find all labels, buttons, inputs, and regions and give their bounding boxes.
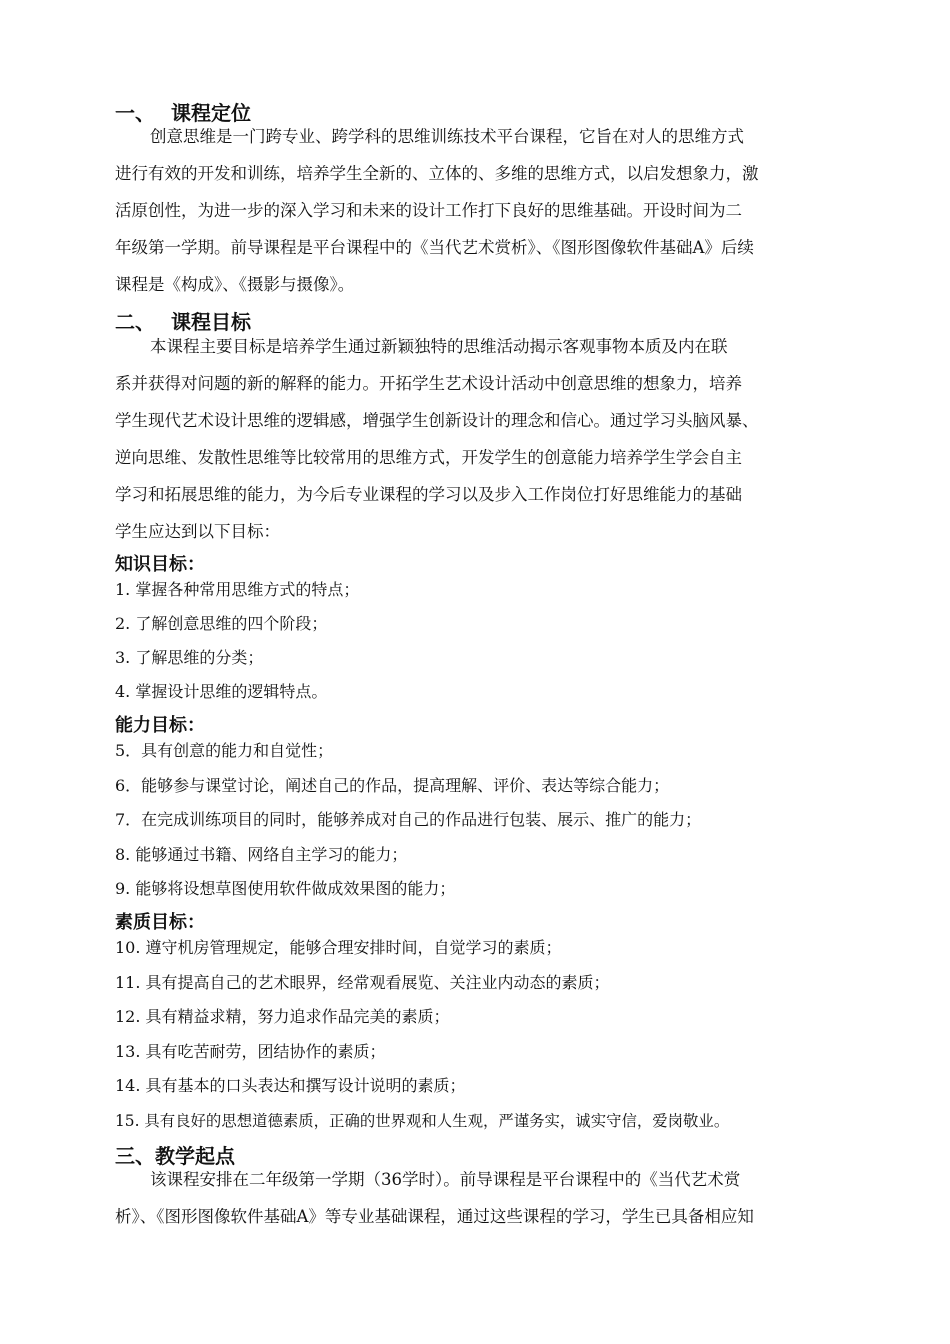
section-title: 课程目标 <box>171 310 251 334</box>
paragraph-line: 系并获得对问题的新的解释的能力。开拓学生艺术设计活动中创意思维的想象力，培养 <box>115 374 742 393</box>
paragraph-line: 年级第一学期。前导课程是平台课程中的《当代艺术赏析》、《图形图像软件基础A》后续 <box>115 238 754 257</box>
section-heading-course-positioning <box>115 99 251 127</box>
list-item: 3. 了解思维的分类； <box>115 648 264 667</box>
list-item: 7．在完成训练项目的同时，能够养成对自己的作品进行包装、展示、推广的能力； <box>115 810 702 829</box>
section-heading-teaching-starting-point: 三、教学起点 <box>115 1144 235 1168</box>
list-item: 4. 掌握设计思维的逻辑特点。 <box>115 682 328 701</box>
list-item: 8. 能够通过书籍、网络自主学习的能力； <box>115 845 408 864</box>
section-title: 课程定位 <box>171 101 251 125</box>
paragraph-line: 逆向思维、发散性思维等比较常用的思维方式，开发学生的创意能力培养学生学会自主 <box>115 448 742 467</box>
ability-objectives-heading: 能力目标： <box>115 715 205 736</box>
list-item: 2. 了解创意思维的四个阶段； <box>115 614 328 633</box>
paragraph-line: 学生现代艺术设计思维的逻辑感，增强学生创新设计的理念和信心。通过学习头脑风暴、 <box>115 411 759 430</box>
paragraph-line: 课程是《构成》、《摄影与摄像》。 <box>115 275 355 294</box>
list-item: 11. 具有提高自己的艺术眼界，经常观看展览、关注业内动态的素质； <box>115 973 610 992</box>
section-number: 一、 <box>115 101 155 125</box>
list-item: 5．具有创意的能力和自觉性； <box>115 741 334 760</box>
knowledge-objectives-heading: 知识目标： <box>115 554 205 575</box>
paragraph-line: 本课程主要目标是培养学生通过新颖独特的思维活动揭示客观事物本质及内在联 <box>150 337 728 356</box>
list-item: 13. 具有吃苦耐劳，团结协作的素质； <box>115 1042 386 1061</box>
list-item: 1. 掌握各种常用思维方式的特点； <box>115 580 360 599</box>
list-item: 15. 具有良好的思想道德素质，正确的世界观和人生观，严谨务实，诚实守信，爱岗敬业。 <box>115 1112 730 1130</box>
list-item: 14. 具有基本的口头表达和撰写设计说明的素质； <box>115 1076 466 1095</box>
quality-objectives-heading: 素质目标： <box>115 912 205 933</box>
paragraph-line: 该课程安排在二年级第一学期（36学时）。前导课程是平台课程中的《当代艺术赏 <box>150 1170 741 1189</box>
paragraph-line: 析》、《图形图像软件基础A》等专业基础课程，通过这些课程的学习，学生已具备相应知 <box>115 1207 754 1226</box>
paragraph-line: 进行有效的开发和训练，培养学生全新的、立体的、多维的思维方式，以启发想象力，激 <box>115 164 759 183</box>
list-item: 6．能够参与课堂讨论，阐述自己的作品，提高理解、评价、表达等综合能力； <box>115 776 670 795</box>
paragraph-line: 学习和拓展思维的能力，为今后专业课程的学习以及步入工作岗位打好思维能力的基础 <box>115 485 742 504</box>
paragraph-line: 创意思维是一门跨专业、跨学科的思维训练技术平台课程，它旨在对人的思维方式 <box>150 127 744 146</box>
list-item: 12. 具有精益求精，努力追求作品完美的素质； <box>115 1007 450 1026</box>
section-heading-course-objectives <box>115 308 251 336</box>
paragraph-line: 学生应达到以下目标： <box>115 522 280 541</box>
section-number: 二、 <box>115 310 155 334</box>
list-item: 10. 遵守机房管理规定，能够合理安排时间，自觉学习的素质； <box>115 938 562 957</box>
paragraph-line: 活原创性，为进一步的深入学习和未来的设计工作打下良好的思维基础。开设时间为二 <box>115 201 742 220</box>
list-item: 9. 能够将设想草图使用软件做成效果图的能力； <box>115 879 456 898</box>
